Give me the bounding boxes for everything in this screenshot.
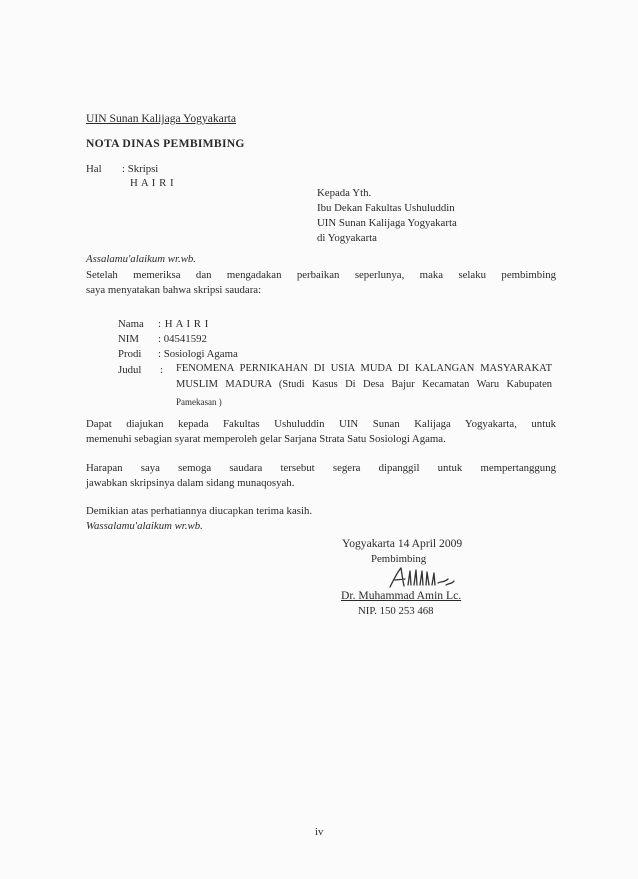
nama-label: Nama [118, 318, 144, 330]
para2-line-1: Dapat diajukan kepada Fakultas Ushuluddin UIN Sunan Kalijaga Yogyakarta, untuk [86, 418, 556, 430]
recipient-line-4: di Yogyakarta [317, 232, 377, 244]
judul-line-1: FENOMENA PERNIKAHAN DI USIA MUDA DI KALANGAN MASYARAKAT [176, 363, 552, 374]
prodi-value: : Sosiologi Agama [158, 348, 238, 360]
recipient-line-1: Kepada Yth. [317, 187, 372, 199]
place-date: Yogyakarta 14 April 2009 [342, 537, 463, 550]
opening-greeting: Assalamu'alaikum wr.wb. [86, 253, 196, 265]
judul-line-2: MUSLIM MADURA (Studi Kasus Di Desa Bajur Kecamatan Waru Kabupaten [176, 379, 552, 390]
handwritten-signature [386, 565, 456, 591]
closing-sentence: Demikian atas perhatiannya diucapkan terima kasih. [86, 505, 313, 517]
signatory-nip: NIP. 150 253 468 [358, 605, 434, 617]
closing-greeting: Wassalamu'alaikum wr.wb. [86, 520, 203, 532]
signatory-role: Pembimbing [371, 553, 427, 565]
nim-label: NIM [118, 333, 139, 345]
institution-heading: UIN Sunan Kalijaga Yogyakarta [86, 112, 237, 125]
subject-name: H A I R I [130, 177, 175, 189]
signatory-name: Dr. Muhammad Amin Lc. [341, 589, 462, 602]
intro-line-1: Setelah memeriksa dan mengadakan perbaikan seperlunya, maka selaku pembimbing [86, 269, 556, 281]
subject-value: : Skripsi [122, 163, 159, 175]
para3-line-1: Harapan saya semoga saudara tersebut segera dipanggil untuk mempertanggung [86, 462, 556, 474]
nama-value: : H A I R I [158, 318, 209, 330]
document-title: NOTA DINAS PEMBIMBING [86, 137, 245, 150]
judul-line-3: Pamekasan ) [176, 397, 222, 407]
page-number: iv [315, 826, 324, 838]
intro-line-2: saya menyatakan bahwa skripsi saudara: [86, 284, 262, 296]
para2-line-2: memenuhi sebagian syarat memperoleh gelar Sarjana Strata Satu Sosiologi Agama. [86, 433, 446, 445]
nim-value: : 04541592 [158, 333, 207, 345]
subject-label: Hal [86, 163, 102, 175]
recipient-line-2: Ibu Dekan Fakultas Ushuluddin [317, 202, 455, 214]
para3-line-2: jawabkan skripsinya dalam sidang munaqosyah. [86, 477, 295, 489]
judul-label: Judul [118, 364, 142, 376]
judul-colon: : [160, 364, 163, 376]
prodi-label: Prodi [118, 348, 142, 360]
recipient-line-3: UIN Sunan Kalijaga Yogyakarta [317, 217, 457, 229]
